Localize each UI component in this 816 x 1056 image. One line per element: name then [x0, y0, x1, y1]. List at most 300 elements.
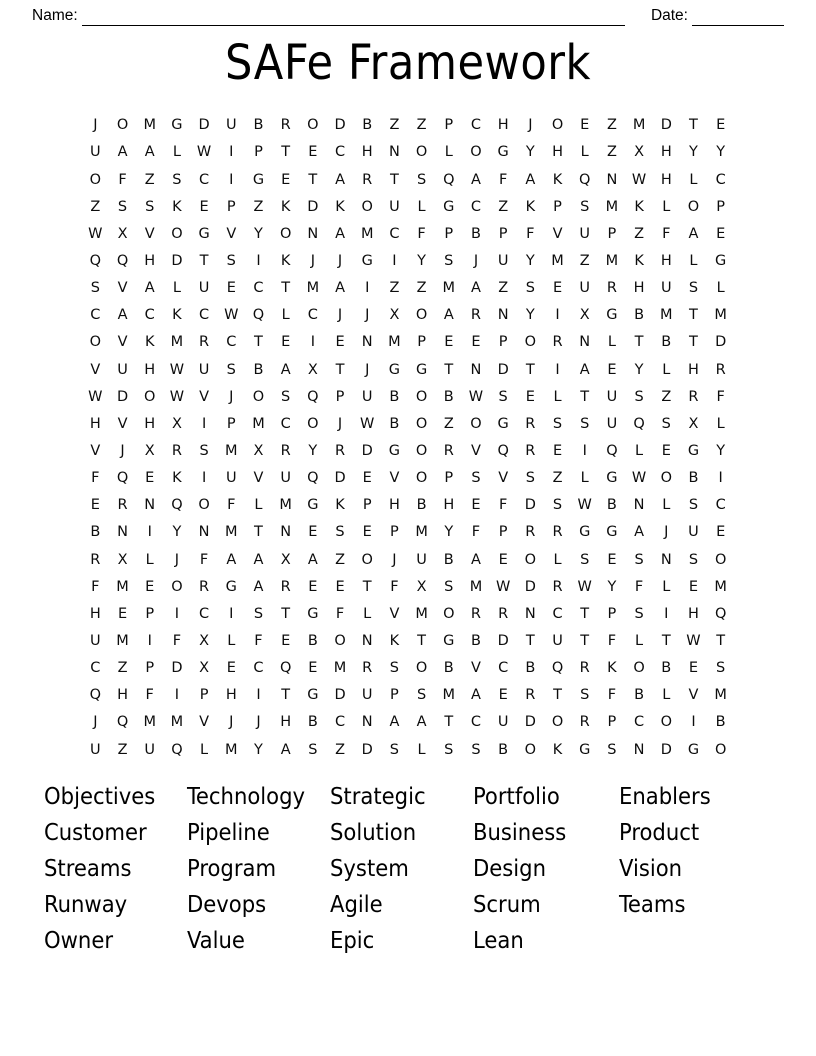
grid-cell[interactable]: L — [662, 198, 671, 215]
grid-cell[interactable]: H — [633, 280, 645, 297]
grid-cell[interactable]: C — [552, 605, 563, 622]
grid-cell[interactable]: A — [335, 225, 345, 242]
grid-cell[interactable]: C — [90, 660, 101, 677]
grid-cell[interactable]: L — [227, 632, 236, 649]
grid-cell[interactable]: E — [607, 551, 617, 568]
grid-cell[interactable]: B — [443, 388, 454, 405]
grid-cell[interactable]: A — [471, 551, 481, 568]
grid-cell[interactable]: M — [225, 443, 238, 459]
grid-cell[interactable]: R — [715, 361, 726, 378]
grid-cell[interactable]: E — [498, 551, 508, 568]
grid-cell[interactable]: O — [361, 551, 373, 568]
word-list-item[interactable]: Portfolio — [473, 782, 560, 810]
grid-cell[interactable]: B — [498, 741, 509, 758]
grid-cell[interactable]: I — [365, 280, 370, 297]
grid-cell[interactable]: M — [632, 117, 646, 134]
grid-cell[interactable]: V — [688, 687, 699, 704]
grid-cell[interactable]: G — [497, 144, 509, 161]
grid-cell[interactable]: R — [498, 605, 509, 622]
grid-cell[interactable]: R — [280, 443, 291, 459]
grid-cell[interactable]: P — [444, 470, 454, 487]
grid-cell[interactable]: B — [389, 388, 400, 405]
grid-cell[interactable]: G — [606, 307, 618, 324]
grid-cell[interactable]: C — [498, 660, 509, 677]
grid-cell[interactable]: V — [226, 225, 237, 242]
grid-cell[interactable]: E — [199, 198, 209, 215]
grid-cell[interactable]: T — [716, 632, 726, 649]
word-list-item[interactable]: Solution — [330, 818, 417, 846]
grid-cell[interactable]: U — [361, 687, 373, 704]
grid-cell[interactable]: U — [497, 253, 509, 270]
grid-cell[interactable]: M — [143, 714, 156, 731]
grid-cell[interactable]: O — [415, 660, 428, 677]
grid-cell[interactable]: Z — [117, 741, 128, 758]
grid-cell[interactable]: A — [416, 714, 427, 731]
grid-cell[interactable]: Z — [416, 280, 427, 297]
grid-cell[interactable]: R — [606, 280, 617, 297]
grid-cell[interactable]: A — [335, 171, 345, 188]
grid-cell[interactable]: B — [389, 415, 400, 432]
grid-cell[interactable]: V — [552, 225, 563, 242]
grid-cell[interactable]: K — [634, 253, 644, 270]
grid-cell[interactable]: B — [307, 632, 318, 649]
grid-cell[interactable]: M — [143, 117, 156, 134]
grid-cell[interactable]: Q — [633, 415, 645, 432]
grid-cell[interactable]: O — [551, 714, 564, 731]
grid-cell[interactable]: Y — [308, 443, 318, 459]
grid-cell[interactable]: O — [171, 225, 183, 242]
grid-cell[interactable]: T — [254, 334, 263, 351]
grid-cell[interactable]: K — [280, 253, 291, 270]
grid-cell[interactable]: F — [145, 687, 154, 704]
grid-cell[interactable]: V — [389, 605, 400, 622]
grid-cell[interactable]: T — [689, 117, 698, 134]
grid-cell[interactable]: L — [580, 470, 589, 487]
grid-cell[interactable]: Y — [444, 524, 454, 541]
grid-cell[interactable]: M — [306, 280, 320, 297]
grid-cell[interactable]: E — [145, 578, 155, 595]
grid-cell[interactable]: L — [417, 741, 426, 758]
grid-cell[interactable]: J — [310, 253, 315, 270]
grid-cell[interactable]: Y — [525, 144, 535, 161]
grid-cell[interactable]: A — [471, 687, 481, 704]
grid-cell[interactable]: O — [660, 714, 672, 731]
grid-cell[interactable]: Q — [497, 443, 509, 459]
grid-cell[interactable]: T — [444, 714, 454, 731]
grid-cell[interactable]: N — [633, 741, 645, 758]
grid-cell[interactable]: T — [580, 388, 590, 405]
grid-cell[interactable]: V — [117, 334, 128, 351]
grid-cell[interactable]: O — [660, 470, 672, 487]
grid-cell[interactable]: G — [606, 524, 618, 541]
grid-cell[interactable]: B — [634, 687, 645, 704]
grid-cell[interactable]: C — [470, 714, 482, 731]
grid-cell[interactable]: H — [443, 497, 455, 514]
grid-cell[interactable]: X — [171, 415, 182, 432]
grid-cell[interactable]: K — [172, 470, 182, 487]
grid-cell[interactable]: K — [335, 198, 345, 215]
grid-cell[interactable]: N — [660, 551, 672, 568]
word-list-item[interactable]: Scrum — [473, 890, 541, 918]
grid-cell[interactable]: N — [280, 524, 292, 541]
grid-cell[interactable]: D — [361, 741, 373, 758]
grid-cell[interactable]: G — [252, 171, 265, 188]
grid-cell[interactable]: F — [471, 524, 481, 541]
grid-cell[interactable]: I — [718, 470, 723, 487]
grid-cell[interactable]: V — [389, 470, 400, 487]
grid-cell[interactable]: T — [580, 632, 590, 649]
grid-cell[interactable]: L — [689, 253, 698, 270]
grid-cell[interactable]: E — [525, 388, 535, 405]
grid-cell[interactable]: K — [335, 497, 345, 514]
grid-cell[interactable]: J — [256, 714, 261, 731]
grid-cell[interactable]: Q — [443, 171, 455, 188]
grid-cell[interactable]: P — [444, 225, 454, 242]
grid-cell[interactable]: S — [226, 361, 236, 378]
grid-cell[interactable]: G — [307, 497, 319, 514]
grid-cell[interactable]: A — [280, 361, 291, 378]
grid-cell[interactable]: B — [661, 334, 672, 351]
grid-cell[interactable]: R — [470, 307, 481, 324]
grid-cell[interactable]: Q — [606, 443, 618, 459]
grid-cell[interactable]: V — [199, 714, 210, 731]
grid-cell[interactable]: A — [117, 307, 128, 324]
grid-cell[interactable]: N — [144, 497, 156, 514]
grid-cell[interactable]: R — [362, 660, 373, 677]
grid-cell[interactable]: G — [687, 741, 700, 758]
grid-cell[interactable]: R — [90, 551, 101, 568]
grid-cell[interactable]: Y — [689, 144, 698, 161]
grid-cell[interactable]: Q — [551, 660, 564, 677]
grid-cell[interactable]: K — [172, 198, 182, 215]
grid-cell[interactable]: F — [417, 225, 426, 242]
grid-cell[interactable]: Z — [498, 198, 509, 215]
word-list-item[interactable]: Devops — [187, 890, 267, 918]
grid-cell[interactable]: Q — [89, 687, 102, 704]
grid-cell[interactable]: E — [471, 334, 481, 351]
grid-cell[interactable]: T — [308, 171, 318, 188]
grid-cell[interactable]: L — [553, 388, 562, 405]
grid-cell[interactable]: M — [551, 253, 564, 270]
grid-cell[interactable]: B — [634, 307, 645, 324]
grid-cell[interactable]: E — [688, 578, 699, 595]
grid-cell[interactable]: V — [144, 225, 155, 242]
grid-cell[interactable]: B — [443, 660, 454, 677]
grid-cell[interactable]: F — [227, 497, 236, 514]
word-list-item[interactable]: System — [330, 854, 409, 882]
grid-cell[interactable]: Q — [116, 253, 129, 270]
grid-cell[interactable]: B — [362, 117, 373, 134]
grid-cell[interactable]: T — [281, 605, 291, 622]
grid-cell[interactable]: P — [498, 334, 508, 351]
grid-cell[interactable]: C — [334, 714, 346, 731]
grid-cell[interactable]: O — [470, 415, 482, 432]
grid-cell[interactable]: L — [200, 741, 209, 758]
grid-cell[interactable]: M — [388, 334, 401, 351]
grid-cell[interactable]: G — [497, 415, 509, 432]
grid-cell[interactable]: Z — [552, 470, 563, 487]
grid-cell[interactable]: T — [281, 687, 291, 704]
grid-cell[interactable]: I — [256, 253, 261, 270]
grid-cell[interactable]: W — [631, 171, 647, 188]
grid-cell[interactable]: F — [526, 225, 535, 242]
grid-cell[interactable]: S — [335, 524, 345, 541]
grid-cell[interactable]: E — [226, 280, 236, 297]
grid-cell[interactable]: M — [225, 524, 238, 541]
grid-cell[interactable]: J — [365, 361, 370, 378]
grid-cell[interactable]: R — [552, 334, 563, 351]
grid-cell[interactable]: T — [580, 605, 590, 622]
grid-cell[interactable]: H — [361, 144, 373, 161]
grid-cell[interactable]: E — [498, 687, 508, 704]
grid-cell[interactable]: I — [582, 443, 587, 459]
grid-cell[interactable]: K — [552, 741, 563, 758]
grid-cell[interactable]: Y — [525, 307, 535, 324]
word-list-item[interactable]: Value — [187, 926, 245, 954]
grid-cell[interactable]: K — [280, 198, 291, 215]
grid-cell[interactable]: H — [89, 415, 101, 432]
grid-cell[interactable]: F — [254, 632, 263, 649]
grid-cell[interactable]: E — [362, 524, 372, 541]
grid-cell[interactable]: F — [607, 687, 617, 704]
grid-cell[interactable]: L — [580, 144, 589, 161]
grid-cell[interactable]: Z — [144, 171, 155, 188]
grid-cell[interactable]: F — [634, 578, 644, 595]
grid-cell[interactable]: Y — [634, 361, 644, 378]
grid-cell[interactable]: I — [229, 171, 234, 188]
grid-cell[interactable]: S — [525, 280, 535, 297]
grid-cell[interactable]: U — [416, 551, 427, 568]
grid-cell[interactable]: T — [525, 361, 535, 378]
grid-cell[interactable]: W — [495, 578, 511, 595]
grid-cell[interactable]: V — [90, 361, 101, 378]
grid-cell[interactable]: D — [334, 470, 346, 487]
grid-cell[interactable]: C — [199, 171, 210, 188]
grid-cell[interactable]: E — [716, 524, 726, 541]
grid-cell[interactable]: P — [607, 225, 617, 242]
grid-cell[interactable]: M — [279, 497, 292, 514]
grid-cell[interactable]: Z — [606, 144, 617, 161]
grid-cell[interactable]: O — [551, 117, 564, 134]
grid-cell[interactable]: F — [390, 578, 399, 595]
grid-cell[interactable]: D — [524, 714, 536, 731]
grid-cell[interactable]: U — [497, 714, 509, 731]
grid-cell[interactable]: M — [469, 578, 483, 595]
grid-cell[interactable]: E — [607, 361, 617, 378]
grid-cell[interactable]: P — [390, 687, 399, 704]
grid-cell[interactable]: P — [254, 144, 263, 161]
grid-cell[interactable]: G — [388, 361, 401, 378]
grid-cell[interactable]: S — [634, 605, 644, 622]
grid-cell[interactable]: E — [552, 443, 563, 459]
grid-cell[interactable]: G — [715, 253, 727, 270]
grid-cell[interactable]: S — [661, 415, 671, 432]
grid-cell[interactable]: Y — [254, 741, 263, 758]
word-list-item[interactable]: Design — [473, 854, 547, 882]
grid-cell[interactable]: P — [607, 605, 617, 622]
grid-cell[interactable]: G — [198, 225, 210, 242]
grid-cell[interactable]: L — [662, 687, 671, 704]
grid-cell[interactable]: R — [552, 578, 563, 595]
grid-cell[interactable]: C — [90, 307, 101, 324]
grid-cell[interactable]: N — [470, 361, 482, 378]
grid-cell[interactable]: S — [688, 551, 699, 568]
grid-cell[interactable]: W — [88, 388, 103, 405]
grid-cell[interactable]: W — [169, 361, 185, 378]
grid-cell[interactable]: M — [605, 253, 619, 270]
grid-cell[interactable]: C — [715, 497, 726, 514]
grid-cell[interactable]: N — [307, 225, 319, 242]
grid-cell[interactable]: U — [90, 741, 101, 758]
grid-cell[interactable]: C — [253, 660, 264, 677]
grid-cell[interactable]: Q — [252, 307, 265, 324]
grid-cell[interactable]: G — [388, 443, 401, 459]
grid-cell[interactable]: A — [307, 551, 318, 568]
grid-cell[interactable]: O — [144, 388, 156, 405]
grid-cell[interactable]: R — [579, 714, 590, 731]
grid-cell[interactable]: S — [145, 198, 155, 215]
grid-cell[interactable]: L — [281, 307, 290, 324]
grid-cell[interactable]: I — [555, 307, 560, 324]
grid-cell[interactable]: N — [606, 171, 618, 188]
grid-cell[interactable]: Y — [254, 225, 263, 242]
grid-cell[interactable]: P — [145, 660, 155, 677]
grid-cell[interactable]: S — [444, 741, 454, 758]
grid-cell[interactable]: I — [174, 605, 180, 622]
grid-cell[interactable]: C — [199, 307, 210, 324]
grid-cell[interactable]: S — [607, 741, 617, 758]
grid-cell[interactable]: R — [199, 334, 210, 351]
grid-cell[interactable]: A — [471, 280, 481, 297]
grid-cell[interactable]: R — [443, 443, 454, 459]
grid-cell[interactable]: P — [498, 225, 508, 242]
grid-cell[interactable]: G — [361, 253, 373, 270]
grid-cell[interactable]: G — [307, 605, 319, 622]
grid-cell[interactable]: E — [716, 225, 726, 242]
grid-cell[interactable]: M — [252, 415, 265, 432]
grid-cell[interactable]: C — [334, 144, 346, 161]
grid-cell[interactable]: W — [577, 497, 592, 514]
grid-cell[interactable]: Y — [716, 443, 726, 459]
grid-cell[interactable]: K — [172, 307, 182, 324]
grid-cell[interactable]: H — [280, 714, 292, 731]
grid-cell[interactable]: U — [606, 415, 618, 432]
grid-cell[interactable]: O — [307, 415, 319, 432]
grid-cell[interactable]: W — [88, 225, 103, 242]
grid-cell[interactable]: A — [144, 144, 155, 161]
grid-cell[interactable]: E — [117, 605, 128, 622]
grid-cell[interactable]: S — [634, 388, 644, 405]
grid-cell[interactable]: G — [443, 632, 455, 649]
grid-cell[interactable]: E — [362, 470, 372, 487]
grid-cell[interactable]: X — [579, 307, 590, 324]
grid-cell[interactable]: O — [334, 632, 346, 649]
grid-cell[interactable]: U — [90, 144, 101, 161]
grid-cell[interactable]: N — [388, 144, 400, 161]
grid-cell[interactable]: E — [281, 334, 291, 351]
grid-cell[interactable]: V — [90, 443, 101, 459]
grid-cell[interactable]: M — [442, 687, 456, 704]
grid-cell[interactable]: H — [497, 117, 509, 134]
grid-cell[interactable]: C — [226, 334, 237, 351]
grid-cell[interactable]: D — [171, 660, 183, 677]
grid-cell[interactable]: C — [199, 605, 210, 622]
grid-cell[interactable]: H — [144, 415, 156, 432]
word-list-item[interactable]: Vision — [619, 854, 683, 882]
grid-cell[interactable]: S — [172, 171, 182, 188]
date-write-in-line[interactable] — [692, 10, 784, 26]
grid-cell[interactable]: M — [660, 307, 673, 324]
grid-cell[interactable]: E — [281, 171, 291, 188]
grid-cell[interactable]: H — [552, 144, 563, 161]
grid-cell[interactable]: N — [524, 605, 536, 622]
grid-cell[interactable]: I — [229, 605, 234, 622]
grid-cell[interactable]: K — [144, 334, 155, 351]
grid-cell[interactable]: D — [116, 388, 129, 405]
grid-cell[interactable]: F — [716, 388, 725, 405]
grid-cell[interactable]: O — [171, 578, 183, 595]
grid-cell[interactable]: B — [253, 117, 264, 134]
grid-cell[interactable]: E — [308, 524, 318, 541]
grid-cell[interactable]: F — [91, 578, 100, 595]
grid-cell[interactable]: B — [253, 361, 264, 378]
grid-cell[interactable]: B — [90, 524, 101, 541]
grid-cell[interactable]: Z — [335, 741, 345, 758]
grid-cell[interactable]: W — [686, 632, 701, 649]
grid-cell[interactable]: B — [688, 470, 699, 487]
grid-cell[interactable]: D — [497, 361, 509, 378]
grid-cell[interactable]: C — [470, 117, 482, 134]
grid-cell[interactable]: U — [198, 280, 210, 297]
grid-cell[interactable]: U — [90, 632, 101, 649]
grid-cell[interactable]: O — [633, 660, 645, 677]
grid-cell[interactable]: P — [498, 524, 508, 541]
grid-cell[interactable]: R — [199, 578, 210, 595]
grid-cell[interactable]: M — [714, 687, 727, 704]
grid-cell[interactable]: B — [525, 660, 536, 677]
grid-cell[interactable]: F — [498, 171, 508, 188]
grid-cell[interactable]: L — [172, 280, 181, 297]
grid-cell[interactable]: J — [664, 524, 669, 541]
grid-cell[interactable]: J — [337, 253, 343, 270]
grid-cell[interactable]: D — [361, 443, 373, 459]
grid-cell[interactable]: H — [117, 687, 128, 704]
grid-cell[interactable]: P — [145, 605, 155, 622]
grid-cell[interactable]: L — [662, 361, 671, 378]
grid-cell[interactable]: O — [524, 741, 537, 758]
grid-cell[interactable]: V — [199, 388, 210, 405]
grid-cell[interactable]: P — [390, 524, 399, 541]
grid-cell[interactable]: S — [580, 687, 590, 704]
grid-cell[interactable]: D — [524, 497, 536, 514]
grid-cell[interactable]: J — [93, 117, 98, 134]
grid-cell[interactable]: L — [444, 144, 453, 161]
grid-cell[interactable]: P — [607, 714, 617, 731]
grid-cell[interactable]: F — [172, 632, 182, 649]
grid-cell[interactable]: R — [525, 443, 536, 459]
grid-cell[interactable]: P — [335, 388, 345, 405]
grid-cell[interactable]: X — [199, 660, 210, 677]
grid-cell[interactable]: E — [281, 632, 291, 649]
grid-cell[interactable]: T — [281, 144, 291, 161]
word-list-item[interactable]: Customer — [44, 818, 147, 846]
grid-cell[interactable]: E — [226, 660, 236, 677]
grid-cell[interactable]: M — [116, 632, 129, 649]
grid-cell[interactable]: A — [471, 171, 481, 188]
grid-cell[interactable]: Z — [117, 660, 128, 677]
grid-cell[interactable]: I — [392, 253, 397, 270]
grid-cell[interactable]: H — [660, 144, 672, 161]
